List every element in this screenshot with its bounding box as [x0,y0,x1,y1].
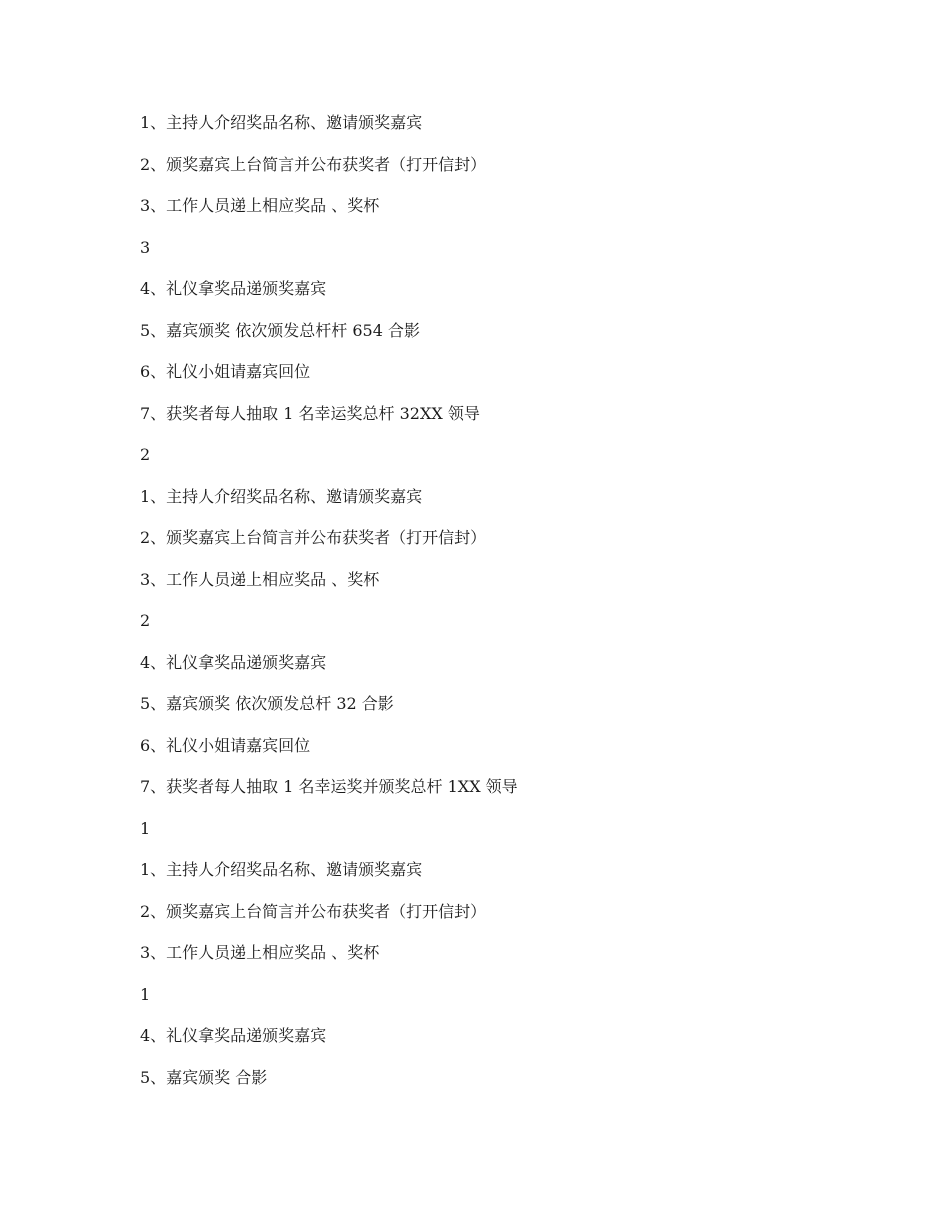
document-line: 4、礼仪拿奖品递颁奖嘉宾 [140,652,327,672]
document-line: 2、颁奖嘉宾上台简言并公布获奖者（打开信封） [140,901,487,921]
document-body [140,111,840,1107]
document-line: 4、礼仪拿奖品递颁奖嘉宾 [140,279,327,298]
document-line: 5、嘉宾颁奖 依次颁发总杆 32 合影 [140,694,394,713]
document-line: 2、颁奖嘉宾上台简言并公布获奖者（打开信封） [140,154,487,174]
document-line: 1、主持人介绍奖品名称、邀请颁奖嘉宾 [140,860,423,879]
document-line: 3、工作人员递上相应奖品 、奖杯 [140,196,380,215]
document-line: 2 [140,611,151,630]
document-line: 1、主持人介绍奖品名称、邀请颁奖嘉宾 [140,486,423,506]
document-line: 1 [140,984,151,1004]
document-line: 3、工作人员递上相应奖品 、奖杯 [140,569,380,589]
document-line: 1 [140,818,151,838]
document-line: 5、嘉宾颁奖 依次颁发总杆杆 654 合影 [140,320,420,340]
document-line: 7、获奖者每人抽取 1 名幸运奖总杆 32XX 领导 [140,403,480,423]
document-line: 3、工作人员递上相应奖品 、奖杯 [140,943,380,962]
document-line: 2、颁奖嘉宾上台简言并公布获奖者（打开信封） [140,528,487,547]
document-line: 5、嘉宾颁奖 合影 [140,1067,268,1087]
document-line: 6、礼仪小姐请嘉宾回位 [140,735,311,755]
document-line: 2 [140,445,151,464]
document-line: 1、主持人介绍奖品名称、邀请颁奖嘉宾 [140,113,423,132]
document-line: 4、礼仪拿奖品递颁奖嘉宾 [140,1026,327,1045]
document-line: 7、获奖者每人抽取 1 名幸运奖并颁奖总杆 1XX 领导 [140,777,518,796]
document-line: 3 [140,237,151,257]
document-line: 6、礼仪小姐请嘉宾回位 [140,362,311,381]
